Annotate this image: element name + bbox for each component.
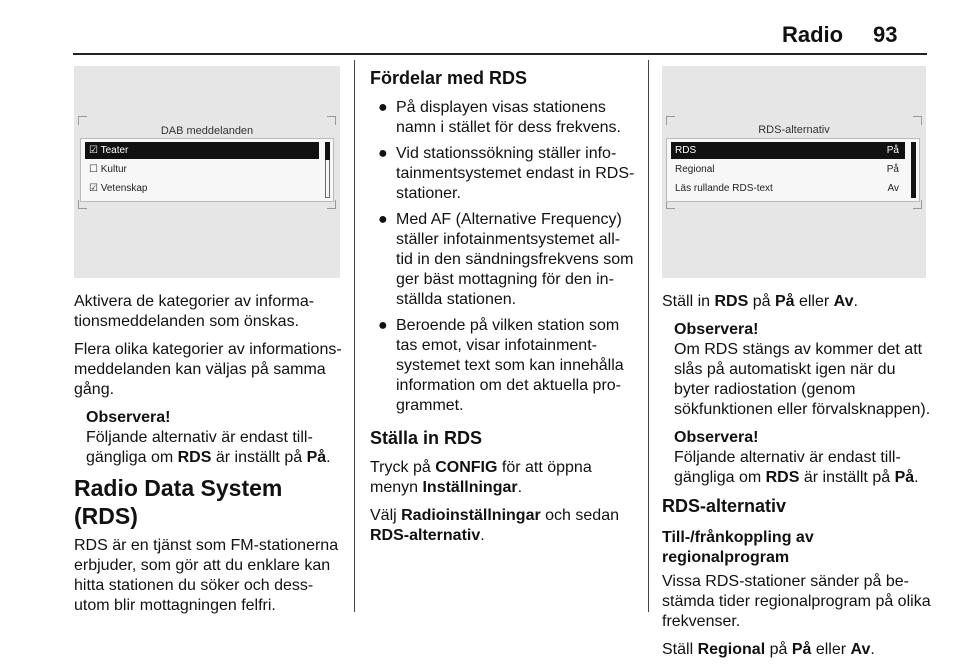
note-text-part: . [914,469,919,486]
list-item-text: Vid stationssökning ställer info-tainmentsystemet endast in RDS-stationer. [396,145,635,202]
text-part: . [853,293,858,310]
frame-corner [327,116,336,125]
note-box [662,428,932,488]
screen-title: RDS-alternativ [758,124,830,136]
note-text-bold: RDS [177,449,212,466]
text-bold: På [791,641,812,658]
scrollbar-thumb[interactable] [325,142,330,160]
note-text [674,448,932,488]
paragraph [370,506,636,546]
text-part: och sedan [540,507,619,524]
bullet-list [370,98,636,416]
list-item-value: Av [887,183,899,194]
note-text [86,428,346,468]
header-divider [73,53,927,55]
text-part: Ställ in [662,293,715,310]
list-item[interactable] [671,142,905,159]
paragraph: Vissa RDS-stationer sänder på be-stämda tider regionalprogram på olika frekvenser. [662,573,931,630]
note-text-bold: På [894,469,915,486]
text-part: för att öppna menyn [370,459,592,496]
note-text-bold: RDS [765,469,800,486]
screen-title: DAB meddelanden [160,125,254,137]
text-bold: Regional [697,641,766,658]
text-part: Ställ [662,641,698,658]
text-bold: Av [850,641,871,658]
paragraph [370,458,636,498]
list-item-label: Kultur [100,164,127,175]
text-part: eller [794,293,834,310]
list-item-text: Med AF (Alternative Frequency) ställer infotainmentsystemet all-tid in den sändningsfrekvens som ger bäst mottagning för den in-ställda stationen. [396,211,634,308]
note-text-part: Följande alternativ är endast till-gängliga om [86,429,313,466]
paragraph: RDS är en tjänst som FM-stationerna erbjuder, som gör att du enklare kan hitta stationen du söker och dess-utom blir mottagningen felfri. [74,537,339,614]
list-item-label: Teater [100,145,129,156]
note-box [74,408,346,468]
section-heading: Fördelar med RDS [370,68,528,88]
screen-list [80,138,334,202]
note-title: Observera! [674,321,759,338]
rds-screen-image [662,66,926,278]
list-item-text: På displayen visas stationens namn i stället för dess frekvens. [396,99,621,136]
list-item-label: Vetenskap [100,183,148,194]
text-bold: CONFIG [435,459,498,476]
screen-list [666,138,920,202]
note-box [662,320,932,420]
column-divider-2 [648,60,649,612]
paragraph [662,292,932,312]
list-item [370,210,636,310]
checkbox-empty-icon: ☐ [89,164,98,175]
subsection-heading: Till-/frånkoppling av regionalprogram [662,529,814,566]
list-item-value: På [886,164,899,175]
bullet-icon: ● [378,211,388,228]
text-bold: RDS-alternativ [370,527,481,544]
text-part: på [765,641,792,658]
note-text-part: . [326,449,331,466]
note-title: Observera! [86,409,171,426]
note-title: Observera! [674,429,759,446]
text-part: . [517,479,523,496]
list-item[interactable] [671,161,905,178]
scrollbar-thumb[interactable] [911,142,916,198]
checkbox-checked-icon: ☑ [89,183,98,194]
text-bold: Av [833,293,854,310]
page-header-title: Radio [782,22,844,47]
text-part: . [870,641,875,658]
list-item-label: Läs rullande RDS-text [675,183,773,194]
note-text: Om RDS stängs av kommer det att slås på automatiskt igen när du byter radiostation (genom sökfunktionen eller förvalsknappen). [674,341,931,418]
text-part: på [748,293,775,310]
paragraph: Flera olika kategorier av informations-meddelanden kan väljas på samma gång. [74,341,342,398]
list-item [370,316,636,416]
text-part: . [480,527,485,544]
list-item[interactable] [85,180,319,197]
list-item-label: RDS [675,145,697,156]
section-heading: Radio Data System (RDS) [74,475,283,529]
note-text-bold: På [306,449,327,466]
list-item [370,98,636,138]
note-text-part: Följande alternativ är endast till-gängliga om [674,449,901,486]
text-bold: På [774,293,795,310]
page-number: 93 [873,22,898,47]
paragraph: Aktivera de kategorier av informa-tionsmeddelanden som önskas. [74,293,315,330]
text-bold: RDS [714,293,749,310]
list-item [370,144,636,204]
middle-column [370,66,636,554]
bullet-icon: ● [378,145,388,162]
list-item[interactable] [85,161,319,178]
list-item-label: Regional [675,164,715,175]
note-text-part: är inställt på [799,469,895,486]
list-item-text: Beroende på vilken station som tas emot, visar infotainment-systemet text som kan innehålla information om det aktuella pro-grammet. [396,317,624,414]
frame-corner [78,116,87,125]
text-bold: Radioinställningar [401,507,541,524]
list-item-value: På [886,145,899,156]
right-column [662,292,932,668]
text-part: eller [811,641,851,658]
text-part: Välj [370,507,402,524]
bullet-icon: ● [378,317,388,334]
section-heading: RDS-alternativ [662,496,787,516]
text-part: Tryck på [370,459,436,476]
list-item[interactable] [671,180,905,197]
bullet-icon: ● [378,99,388,116]
paragraph [662,640,932,660]
checkbox-checked-icon: ☑ [89,145,98,156]
section-heading: Ställa in RDS [370,428,483,448]
note-text-part: är inställt på [211,449,307,466]
list-item[interactable] [85,142,319,159]
column-divider-1 [354,60,355,612]
text-bold: Inställningar [422,479,518,496]
left-column [74,292,346,624]
dab-screen-image [74,66,340,278]
